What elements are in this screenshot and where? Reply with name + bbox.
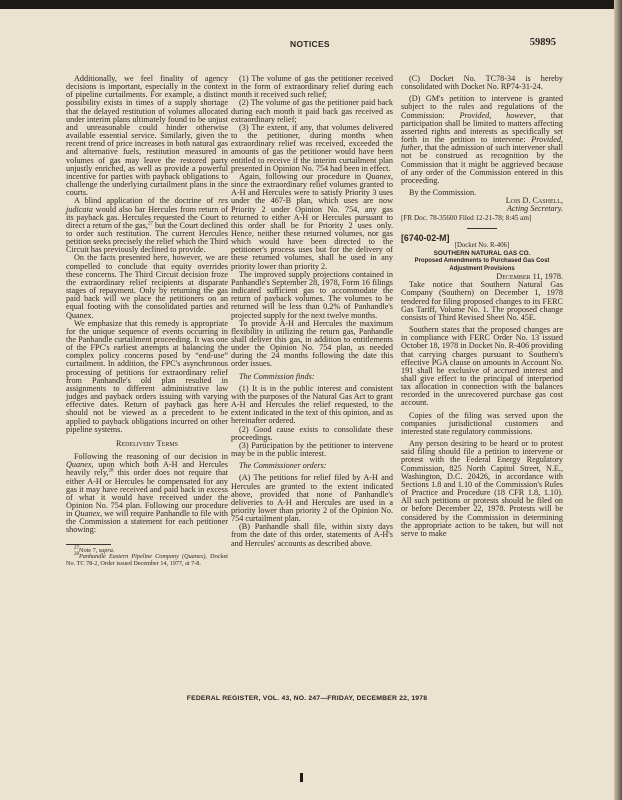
text-segment: Provided, futher bbox=[401, 135, 563, 153]
text-segment: Acting Secretary. bbox=[506, 204, 563, 214]
paragraph bbox=[401, 326, 563, 408]
document-page bbox=[0, 9, 614, 800]
paragraph bbox=[66, 453, 228, 535]
text-segment: , that participation shall be limited to matters affecting asserted rights and interests as specifically set forth in the petition to intervene: bbox=[401, 110, 563, 145]
paragraph bbox=[401, 281, 563, 322]
paragraph bbox=[231, 75, 393, 99]
text-segment: supra bbox=[98, 546, 113, 554]
text-segment: (C) Docket No. TC78-34 is hereby consolidated with Docket No. RP74-31-24. bbox=[401, 74, 563, 92]
text-segment: Proposed Amendments to Purchased Gas Cost Adjustment Provisions bbox=[414, 258, 550, 272]
paragraph bbox=[231, 373, 393, 381]
text-segment: [FR Doc. 78-35600 Filed 12-21-78; 8:45 am] bbox=[401, 213, 532, 222]
text-segment: (1) The volume of gas the petitioner received in the form of extraordinary relief during each month it received such relief; bbox=[231, 74, 393, 100]
text-segment: (2) The volume of gas the petitioner paid back during each month it paid back gas received as extraordinary relief; bbox=[231, 98, 393, 124]
column-right bbox=[401, 75, 563, 538]
text-segment: Again, following our procedure in bbox=[239, 171, 366, 181]
text-segment: We emphasize that this remedy is appropriate for the unique sequence of events occurring in the Panhandle curtailment proceeding. It was one of the FPC's earliest attempts at balancing the complex policy concerns posed by “end-use” curtailment. In addition, the FPC's asynchronous processing of petitions for extraordinary relief from Panhandle's old plan resulted in assignments to different administrative law judges and payback orders issuing with varying effective dates. Return of payback gas here should not be viewed as a precedent to be applied to payback obligations incurred on other pipeline systems. bbox=[66, 318, 228, 434]
text-segment: The Commissioner orders: bbox=[239, 461, 327, 471]
text-segment: Additionally, we feel finality of agency decisions is important, especially in the context of pipeline curtailments. For example, a distinct possibility exists in times of a supply shortage that the delayed restitution of volumes allocated under interim plans ultimately found to be unjust and unreasonable could hinder otherwise available essential service. Similarly, given the recent trend of price increases in both natural gas and alternative fuels, restitution measured in volumes of gas may leave the restored party unjustly enriched, as well as provide a powerful incentive for parties with payback obligations to challenge the underlying curtailment plans in the courts. bbox=[66, 74, 228, 198]
paragraph bbox=[401, 250, 563, 258]
text-segment: Provided, however bbox=[459, 110, 534, 120]
footnote-ref: 28 bbox=[108, 468, 114, 474]
paragraph bbox=[401, 214, 563, 222]
text-segment: Any person desiring to be heard or to protest said filing should file a petition to intervene or protest with the Federal Energy Regulatory Commission, 825 North Capitol Street, N.E., Washington, D.C. 20426, in accordance with Sections 1.8 and 1.10 of the Commission's Rules of Practice and Procedure (18 CFR 1.8, 1.10). All such petitions or protests should be filed on or before December 22, 1978. Protests will be considered by the Commission in determining the appropriate action to be taken, but will not serve to make bbox=[401, 439, 563, 538]
paragraph bbox=[401, 258, 563, 273]
text-segment: SOUTHERN NATURAL GAS CO. bbox=[433, 249, 531, 257]
text-segment: By the Commission. bbox=[409, 188, 477, 198]
paragraph bbox=[231, 385, 393, 426]
text-segment: December 11, 1978. bbox=[496, 272, 563, 282]
footnote-rule bbox=[66, 544, 111, 545]
text-segment: Quanex bbox=[74, 509, 100, 519]
paragraph bbox=[401, 95, 563, 185]
text-segment: On the facts presented here, however, we are compelled to conclude that equity overrides these concerns. The Third Circuit decision froze the extraordinary relief recipients at disparate stages of repayment. Only by returning the gas paid back will we place the petitioners on an equal footing with the consolidated parties and Quanex. bbox=[66, 253, 228, 320]
document-code bbox=[401, 234, 563, 242]
text-segment: Quanex bbox=[66, 460, 92, 470]
text-segment: A blind application of the doctrine of bbox=[74, 196, 219, 206]
paragraph bbox=[231, 99, 393, 123]
paragraph bbox=[66, 254, 228, 319]
text-segment: Lois D. Cashell, bbox=[505, 196, 563, 206]
paragraph bbox=[231, 462, 393, 470]
text-segment: would also bar Hercules from return of its payback gas. Hercules requested the Court to direct a return of the gas, bbox=[66, 204, 228, 230]
paragraph bbox=[231, 124, 393, 173]
scan-top-edge bbox=[0, 0, 622, 9]
paragraph bbox=[231, 474, 393, 523]
paragraph bbox=[231, 173, 393, 271]
text-segment: (A) The petitions for relief filed by A-H and Hercules are granted to the extent indicated above, provided that none of Panhandle's deliveries to A-H and Hercules are used in a priority lower than priority 2 of the Opinion No. 754 curtailment plan. bbox=[231, 473, 393, 524]
text-segment: , we will require Panhandle to file with the Commission a statement for each petitioner showing: bbox=[66, 509, 228, 535]
text-segment: Southern states that the proposed changes are in compliance with FERC Order No. 13 issued October 18, 1978 in Docket No. R-406 providing that carrying charges pursuant to Southern's effective PGA clause on amounts in Account No. 191 shall be exclusive of accrued interest and shall give effect to the principal of interperiod tax allocation in connection with the balances recorded in the unrecovered purchase gas cost account. bbox=[401, 325, 563, 408]
text-segment: Following the reasoning of our decision in bbox=[74, 452, 228, 462]
section-heading bbox=[66, 440, 228, 448]
text-segment: (2) Good cause exists to consolidate these proceedings. bbox=[231, 424, 393, 442]
binding-mark bbox=[300, 773, 303, 782]
paragraph bbox=[231, 442, 393, 458]
section-header: NOTICES bbox=[290, 39, 330, 49]
text-segment: (D) GM's petition to intervene is granted subject to the rules and regulations of the Commission: bbox=[401, 94, 563, 120]
section-separator bbox=[467, 228, 497, 229]
paragraph bbox=[231, 426, 393, 442]
scan-right-edge bbox=[614, 0, 622, 800]
text-segment: (3) The extent, if any, that volumes delivered to the petitioner, during months when extraordinary relief was received, exceeded the amounts of gas the petitioner would have been entitled to receive if the interim curtailment plan presented in Opinion No. 754 had been in effect. bbox=[231, 122, 393, 173]
text-segment: Copies of the filing was served upon the companies jurisdictional customers and interested state regulatory commissions. bbox=[401, 410, 563, 436]
paragraph bbox=[401, 412, 563, 436]
column-middle bbox=[231, 75, 393, 548]
text-segment: (1) It is in the public interest and consistent with the purposes of the Natural Gas Act to grant A-H and Hercules the relief requested, to the extent indicated in the text of this opinion, and as hereinafter ordered. bbox=[231, 383, 393, 426]
text-segment: The improved supply projections contained in Panhandle's September 28, 1978, Form 16 filings indicated sufficient gas to accommodate the return of payback volumes. The volumes to be returned will be less than 0.2% of Panhandle's projected supply for the next twelve months. bbox=[231, 269, 393, 320]
paragraph bbox=[66, 197, 228, 254]
text-segment: (B) Panhandle shall file, within sixty days from the date of this order, statements of A-H's and Hercules' accounts as described above. bbox=[231, 522, 393, 548]
footnote-ref: 28 bbox=[74, 552, 79, 558]
footnote-ref: 27 bbox=[147, 221, 153, 227]
paragraph bbox=[401, 75, 563, 91]
paragraph bbox=[401, 242, 563, 250]
text-segment: , upon which both A-H and Hercules heavily rely, bbox=[66, 460, 228, 478]
text-segment: , since the extraordinary relief volumes granted to A-H and Hercules were to satisfy Priority 3 uses under the 467-B plan, which uses are now Priority 2 under Opinion No. 754, any gas returned to either A-H or Hercules pursuant to this order shall be for Priority 2 uses only. Hence, neither these returned volumes, nor gas which would have been directed to the petitioner's process uses but for the delivery of these returned volumes, shall be used in any priority lower than priority 2. bbox=[231, 171, 393, 271]
text-segment: but the Court declined to order such restitution. The current Hercules petition seeks precisely the relief which the Third Circuit has previously declined to provide. bbox=[66, 220, 228, 255]
page-number: 59895 bbox=[529, 37, 556, 48]
text-segment: . bbox=[112, 546, 115, 554]
footnote bbox=[66, 554, 228, 567]
paragraph bbox=[66, 320, 228, 434]
text-segment: this order does not require that either A-H or Hercules be compensated for any gas it may have received and paid back in excess of what it would have received under the Opinion No. 754 plan. Following our procedure in bbox=[66, 468, 228, 519]
paragraph bbox=[401, 440, 563, 538]
paragraph bbox=[231, 271, 393, 320]
paragraph bbox=[66, 75, 228, 197]
footnote-ref: 27 bbox=[74, 545, 79, 551]
text-segment: , Docket No. TC 78-2, Order issued December 14, 1977, at 7-8. bbox=[66, 553, 228, 567]
text-segment: [Docket No. R-406] bbox=[454, 241, 510, 249]
column-left bbox=[66, 75, 228, 567]
page-footer: FEDERAL REGISTER, VOL. 43, NO. 247—FRIDAY, DECEMBER 22, 1978 bbox=[186, 695, 428, 702]
paragraph bbox=[231, 523, 393, 547]
text-segment: The Commission finds: bbox=[239, 371, 315, 381]
text-segment: , that the admission of such intervener shall not be construed as recognition by the Commission that it might be aggrieved because of any order of the Commission entered in this proceeding. bbox=[401, 143, 563, 185]
text-segment: Panhandle Eastern Pipeline Company (Quanex) bbox=[79, 553, 206, 561]
text-segment: [6740-02-M] bbox=[401, 232, 450, 243]
text-segment: Redelivery Terms bbox=[115, 438, 179, 448]
paragraph bbox=[231, 320, 393, 369]
paragraph bbox=[401, 205, 563, 213]
text-segment: (3) Participation by the petitioner to intervene may be in the public interest. bbox=[231, 440, 393, 459]
text-segment: Quanex bbox=[365, 171, 391, 181]
text-segment: res judicata bbox=[66, 196, 228, 214]
text-segment: Note 7, bbox=[79, 546, 99, 554]
text-segment: To provide A-H and Hercules the maximum flexibility in utilizing the return gas, Panhandle shall deliver this gas, in addition to entitlements under the Opinion No. 754 plan, as needed during the 24 months following the date this order issues. bbox=[231, 318, 393, 369]
text-segment: Take notice that Southern Natural Gas Company (Southern) on December 1, 1978 tendered for filing proposed changes to its FERC Gas Tariff, Volume No. 1. The proposed change consists of Third Revised Sheet No. 45E. bbox=[401, 280, 563, 322]
